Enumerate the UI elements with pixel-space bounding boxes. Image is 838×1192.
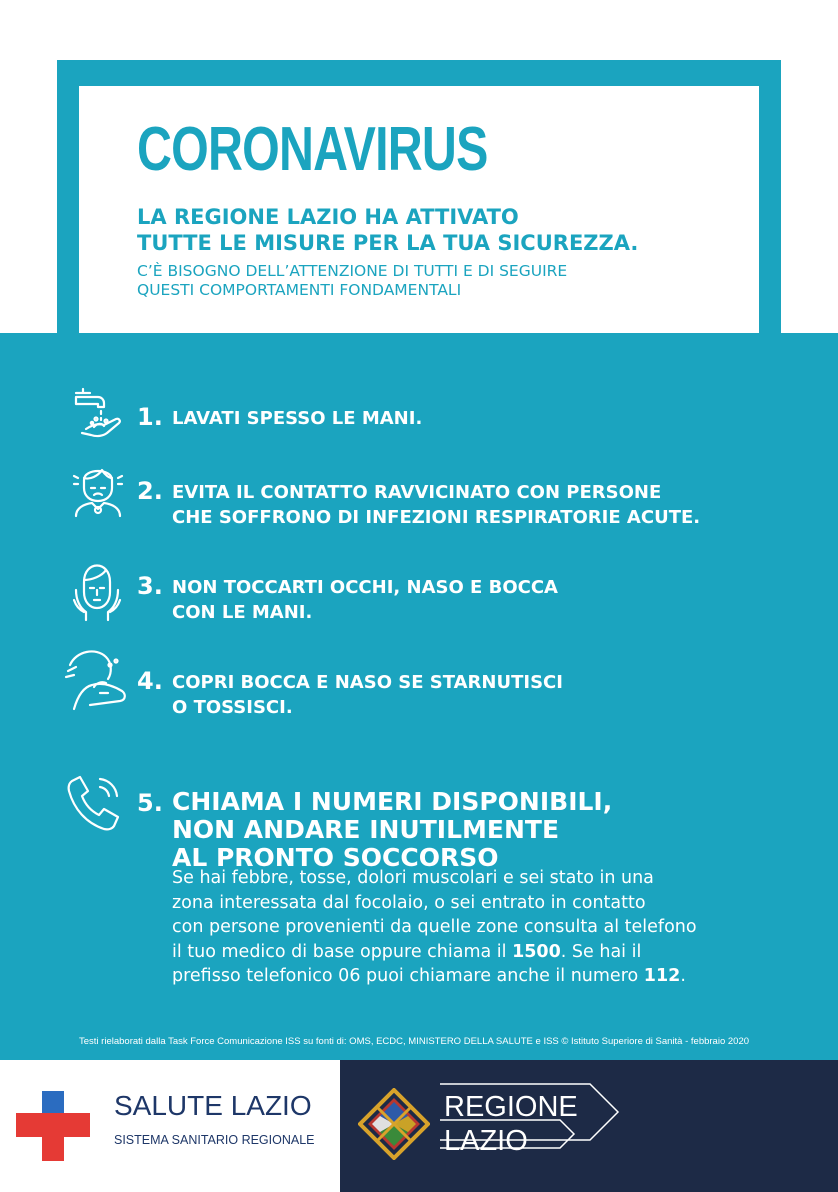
regione-lazio-emblem-icon <box>358 1088 430 1160</box>
step-text <box>172 406 422 431</box>
sick-person-icon <box>72 460 124 518</box>
salute-lazio-name: SALUTE LAZIO <box>114 1090 312 1121</box>
step-number: 2. <box>137 477 163 505</box>
step-line: O TOSSISCI. <box>172 697 293 718</box>
step-number: 3. <box>137 572 163 600</box>
phone-number-112: 112 <box>643 966 681 986</box>
step-line: CON LE MANI. <box>172 602 313 623</box>
sneeze-elbow-icon <box>64 645 130 711</box>
detail-text: . <box>680 966 686 986</box>
step-number: 4. <box>137 667 163 695</box>
step5-detail <box>172 866 697 989</box>
step-line: COPRI BOCCA E NASO SE STARNUTISCI <box>172 672 563 693</box>
face-touch-icon <box>72 560 122 622</box>
step-text <box>172 575 558 625</box>
detail-line: con persone provenienti da quelle zone consulta al telefono <box>172 917 697 937</box>
step-text <box>172 670 563 720</box>
source-credit: Testi rielaborati dalla Task Force Comunicazione ISS su fonti di: OMS, ECDC, MINISTERO DELLA SALUTE e ISS © Istituto Superiore di Sanità - febbraio 2020 <box>79 1036 750 1047</box>
detail-line <box>172 940 697 965</box>
subtitle-line: LA REGIONE LAZIO HA ATTIVATO <box>137 205 519 229</box>
phone-icon <box>64 773 126 833</box>
header-subtitle <box>137 204 638 256</box>
regione-title-line1: REGIONE <box>444 1091 578 1123</box>
step-number: 5. <box>137 789 163 817</box>
detail-text: prefisso telefonico 06 puoi chiamare anche il numero <box>172 966 644 986</box>
header-note <box>137 262 567 300</box>
detail-text: . Se hai il <box>560 941 642 962</box>
note-line: QUESTI COMPORTAMENTI FONDAMENTALI <box>137 281 462 299</box>
step5-heading-line: AL PRONTO SOCCORSO <box>172 843 499 872</box>
note-line: C’È BISOGNO DELL’ATTENZIONE DI TUTTI E DI SEGUIRE <box>137 262 568 280</box>
detail-text: il tuo medico di base oppure chiama il <box>172 941 513 962</box>
step-line: EVITA IL CONTATTO RAVVICINATO CON PERSONE <box>172 482 662 503</box>
step5-heading-line: CHIAMA I NUMERI DISPONIBILI, <box>172 787 613 816</box>
step-line: CHE SOFFRONO DI INFEZIONI RESPIRATORIE ACUTE. <box>172 507 701 528</box>
detail-line: zona interessata dal focolaio, o sei entrato in contatto <box>172 892 646 913</box>
step-line: LAVATI SPESSO LE MANI. <box>172 408 423 429</box>
detail-line: Se hai febbre, tosse, dolori muscolari e sei stato in una <box>172 868 654 888</box>
salute-lazio-subtitle: SISTEMA SANITARIO REGIONALE <box>114 1133 315 1147</box>
step5-heading-line: NON ANDARE INUTILMENTE <box>172 815 560 844</box>
subtitle-line: TUTTE LE MISURE PER LA TUA SICUREZZA. <box>137 231 639 255</box>
phone-number-1500: 1500 <box>512 941 561 962</box>
hand-washing-icon <box>70 383 128 443</box>
detail-line <box>172 964 697 989</box>
step5-heading <box>172 788 612 872</box>
page-title: CORONAVIRUS <box>137 115 488 184</box>
regione-title-line2: LAZIO <box>444 1125 528 1157</box>
step-line: NON TOCCARTI OCCHI, NASO E BOCCA <box>172 577 558 598</box>
step-text <box>172 480 700 530</box>
step-number: 1. <box>137 403 163 431</box>
red-cross-logo-icon <box>16 1091 92 1161</box>
